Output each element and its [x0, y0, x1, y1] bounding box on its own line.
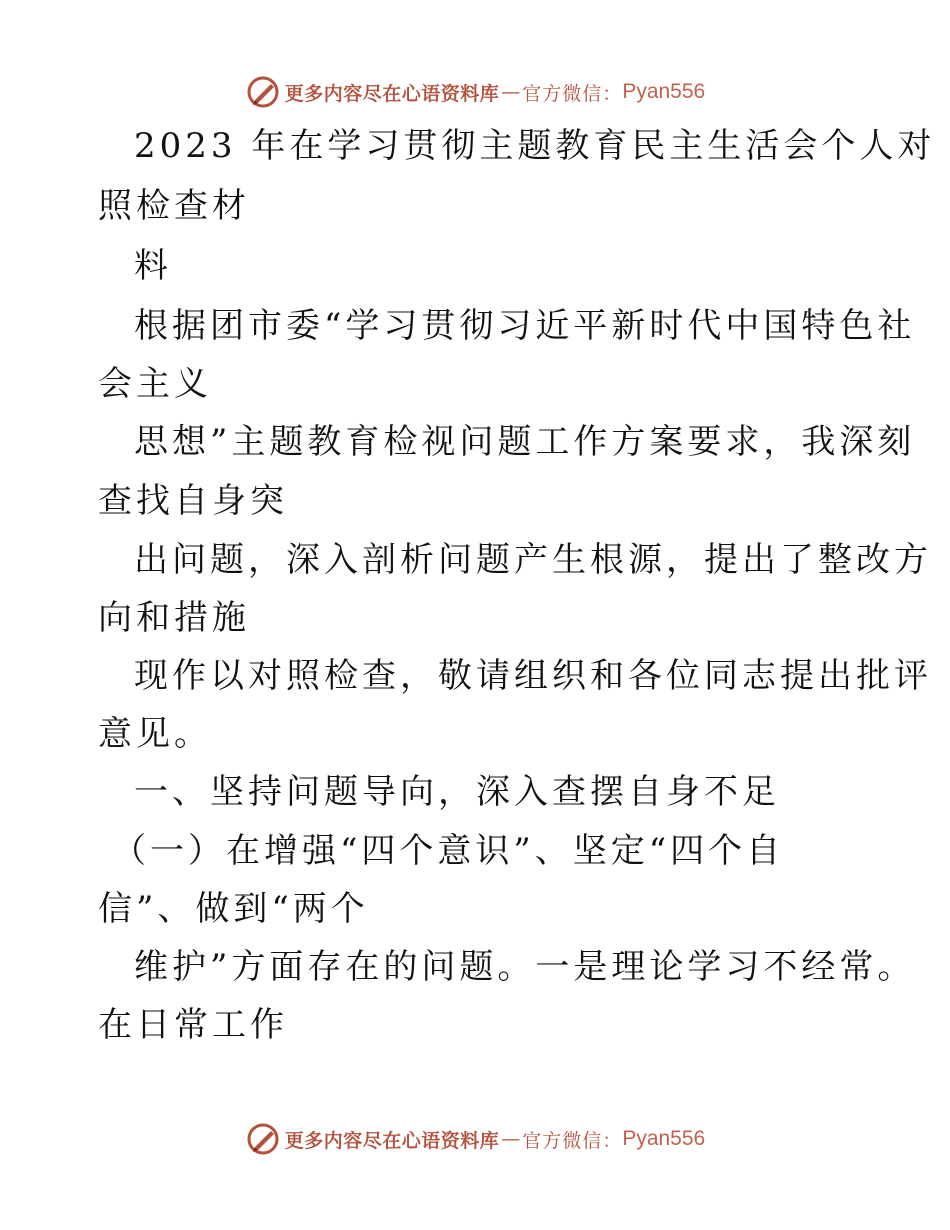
- doc-line: 出问题，深入剖析问题产生根源，提出了整改方: [134, 540, 932, 580]
- watermark-text: 更多内容尽在心语资料库: [284, 82, 500, 105]
- doc-line: 信”、做到“两个: [98, 889, 369, 929]
- doc-line: 会主义: [98, 364, 212, 404]
- watermark-dash: —: [501, 1128, 521, 1150]
- pen-logo-icon: [245, 74, 281, 110]
- doc-line: 意见。: [98, 714, 212, 754]
- watermark-dash: —: [501, 81, 521, 103]
- doc-line: 维护”方面存在的问题。一是理论学习不经常。: [134, 947, 916, 987]
- watermark-wechat-id: Pyan556: [622, 80, 706, 103]
- doc-line: 2023 年在学习贯彻主题教育民主生活会个人对: [134, 126, 936, 166]
- doc-line: 思想”主题教育检视问题工作方案要求，我深刻: [134, 422, 916, 462]
- doc-line: 一、坚持问题导向，深入查摆自身不足: [134, 772, 780, 812]
- doc-line: 现作以对照检查，敬请组织和各位同志提出批评: [134, 656, 932, 696]
- doc-line: 查找自身突: [98, 481, 288, 521]
- pen-logo-icon: [245, 1121, 281, 1157]
- watermark-official-label: 官方微信：: [522, 82, 623, 105]
- footer-watermark: [0, 1119, 950, 1159]
- doc-line: 根据团市委“学习贯彻习近平新时代中国特色社: [134, 306, 916, 346]
- watermark-text: 更多内容尽在心语资料库: [284, 1129, 500, 1152]
- doc-line: 在日常工作: [98, 1005, 288, 1045]
- doc-line: 料: [134, 246, 172, 286]
- watermark-wechat-id: Pyan556: [622, 1127, 706, 1150]
- doc-line: （一）在增强“四个意识”、坚定“四个自: [112, 831, 785, 871]
- doc-line: 向和措施: [98, 598, 250, 638]
- header-watermark: [0, 72, 950, 112]
- doc-line: 照检查材: [98, 186, 250, 226]
- watermark-official-label: 官方微信：: [522, 1129, 623, 1152]
